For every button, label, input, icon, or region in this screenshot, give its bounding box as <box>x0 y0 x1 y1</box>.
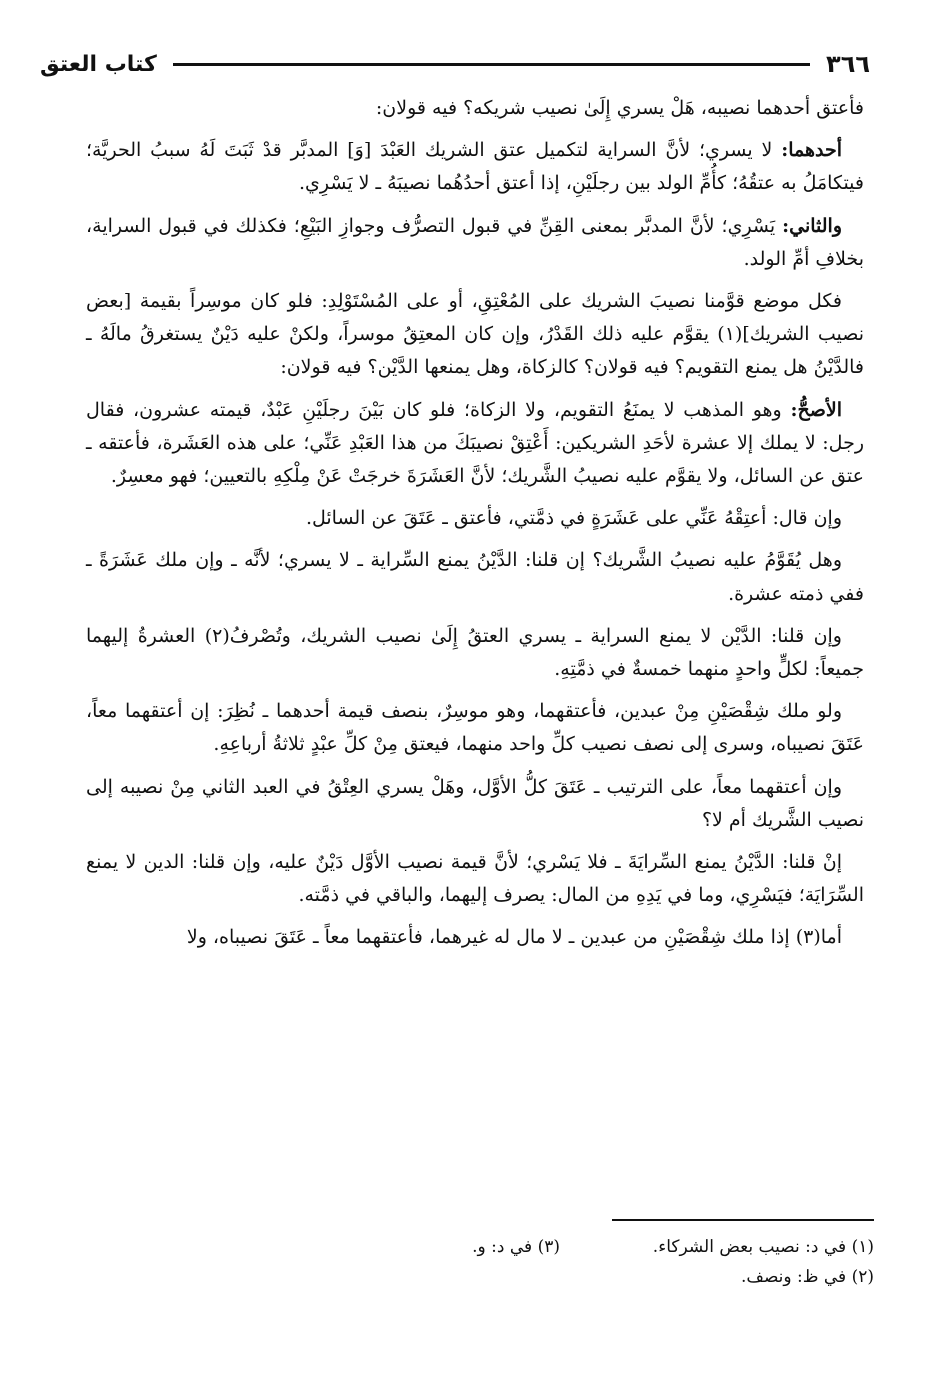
footnote-1: (١) في د: نصيب بعض الشركاء. <box>652 1237 874 1257</box>
paragraph-text: وإن أعتقهما معاً، على الترتيب ـ عَتَقَ كلُّ الأوَّل، وهَلْ يسري العِتْقُ في العبد الثاني مِنْ نصيبه إلى نصيب الشَّريك أم لا؟ <box>86 775 864 831</box>
paragraph <box>86 771 864 837</box>
paragraph-text: وإن قلنا: الدَّيْن لا يمنع السراية ـ يسري العتقُ إِلَىٰ نصيب الشريك، وتُصْرفُ(٢) العشرةُ إليهما جميعاً: لكلٍّ واحدٍ منهما خمسةٌ في ذمَّتِهِ. <box>86 624 864 681</box>
footnote-3: (٣) في د: و. <box>472 1237 560 1257</box>
paragraph <box>86 846 864 912</box>
paragraph-text: وهل يُقَوَّمُ عليه نصيبُ الشَّريك؟ إن قلنا: الدَّيْنُ يمنع السِّراية ـ لا يسري؛ لأنَّه ـ وإن ملك عَشَرَةً ـ ففي ذمته عشرة. <box>86 549 864 605</box>
page-header <box>40 44 870 84</box>
footnote-rule <box>612 1219 874 1221</box>
paragraph-text: فأعتق أحدهما نصيبه، هَلْ يسري إِلَىٰ نصيب شريكه؟ فيه قولان: <box>375 97 864 119</box>
footnote-spacer <box>300 1262 560 1292</box>
book-title: كتاب العتق <box>40 51 157 77</box>
footnotes <box>300 1232 874 1292</box>
paragraph <box>86 544 864 610</box>
paragraph-text: إنْ قلنا: الدَّيْنُ يمنع السِّرايَةَ ـ فلا يَسْري؛ لأنَّ قيمة نصيب الأوَّل دَيْنٌ عليه، وإن قلنا: الدين لا يمنع السِّرَايَة؛ فيَسْرِي، وما في يَدِهِ من المال: يصرف إليهما، والباقي في ذمَّته. <box>86 851 864 907</box>
paragraph-lead: الأصحُّ: <box>790 398 842 421</box>
footnote-2: (٢) في ظ: ونصف. <box>740 1267 874 1287</box>
paragraph-lead: والثاني: <box>782 214 842 237</box>
paragraph-text: لا يسري؛ لأنَّ السراية لتكميل عتق الشريك العَبْدَ [وَ] المدبَّر قدْ ثَبَتَ لَهُ سببُ الحريَّة؛ فيتكامَلُ به عتقُهُ؛ كأُمِّ الولد بين رجلَيْنِ، إذا أعتق أحدُهُما نصيبَهُ ـ لا يَسْرِي. <box>86 139 864 195</box>
page-number: ٣٦٦ <box>826 50 870 78</box>
paragraph <box>86 695 864 761</box>
paragraph-text: ولو ملك شِقْصَيْنِ مِنْ عبدين، فأعتقهما، وهو موسِرٌ، بنصف قيمة أحدهما ـ نُظِرَ: إن أعتقهما معاً، عَتَقَ نصيباه، وسرى إلى نصف نصيب كلِّ واحد منهما، فيعتق مِنْ كلِّ عبْدٍ ثلاثةُ أرباعِهِ. <box>86 700 864 756</box>
paragraph <box>86 210 864 276</box>
paragraph-lead: أحدهما: <box>781 139 842 162</box>
paragraph-text: فكل موضع قوَّمنا نصيبَ الشريك على المُعْتِقِ، أو على المُسْتَوْلِدِ: فلو كان موسِراً بقيمة [بعض نصيب الشريك](١) يقوَّم عليه ذلك القَدْرُ، وإن كان المعتِقُ موسراً، ولكنْ عليه دَيْنٌ يستغرقُ مالَهُ ـ فالدَّيْنُ هل يمنع التقويم؟ فيه قولان؟ كالزكاة، وهل يمنعها الدَّيْن؟ فيه قولان: <box>86 290 864 379</box>
paragraph <box>86 620 864 686</box>
header-rule <box>173 63 810 66</box>
paragraph <box>86 285 864 385</box>
paragraph-text: وهو المذهب لا يمنَعُ التقويم، ولا الزكاة؛ فلو كان بَيْنَ رجلَيْنِ عَبْدٌ، قيمته عشرون، فقال رجل: لا يملك إلا عشرة لأحَدِ الشريكين: أَعْتِقْ نصيبَكَ من هذا العَبْدِ عَنِّي؛ على هذه العَشَرة، فأعتقه ـ عتق عن السائل، ولا يقوَّم عليه نصيبُ الشَّريك؛ لأنَّ العَشَرَةَ خرجَتْ عَنْ مِلْكِهِ بالتعيين؛ فهو معسِرٌ. <box>86 398 864 488</box>
paragraph <box>86 502 864 535</box>
paragraph-text: أما(٣) إذا ملك شِقْصَيْنِ من عبدين ـ لا مال له غيرهما، فأعتقهما معاً ـ عَتَقَ نصيباه، ولا <box>186 926 842 949</box>
paragraph <box>86 394 864 494</box>
paragraph <box>86 134 864 200</box>
body-text <box>86 92 864 964</box>
footnote-row <box>300 1232 874 1262</box>
paragraph-text: يَسْرِي؛ لأنَّ المدبَّر بمعنى القِنِّ في قبول التصرُّف وجوازِ البَيْعِ؛ فكذلك في قبول السراية، بخلافِ أمِّ الولد. <box>86 214 864 270</box>
paragraph <box>86 92 864 125</box>
paragraph <box>86 921 864 954</box>
footnote-row <box>300 1262 874 1292</box>
paragraph-text: وإن قال: أعتِقْهُ عَنِّي على عَشَرَةٍ في ذمَّتي، فأعتق ـ عَتَقَ عن السائل. <box>305 507 842 530</box>
